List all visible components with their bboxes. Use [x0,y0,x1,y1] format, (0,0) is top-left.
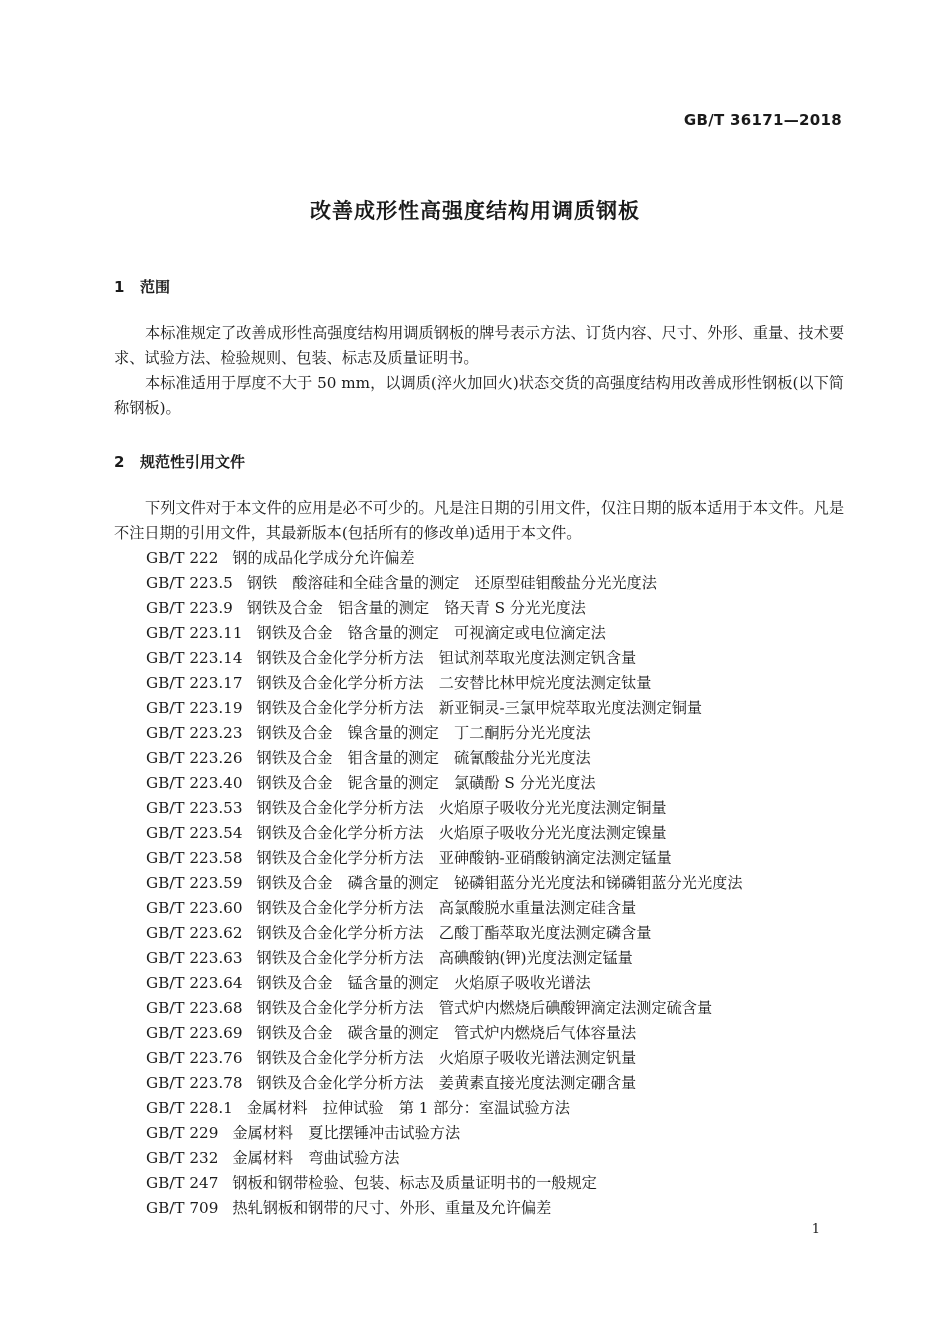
page-number: 1 [811,1222,820,1237]
reference-item [146,646,743,671]
reference-item [146,971,743,996]
reference-item [146,1196,743,1221]
reference-code: GB/T 223.11 [146,624,243,642]
section-number: 1 [114,278,125,296]
reference-code: GB/T 709 [146,1199,219,1217]
reference-item [146,771,743,796]
reference-title: 钢铁及合金化学分析方法 新亚铜灵-三氯甲烷萃取光度法测定铜量 [256,699,703,717]
reference-title: 钢铁及合金化学分析方法 姜黄素直接光度法测定硼含量 [256,1074,637,1092]
reference-title: 钢铁及合金 钼含量的测定 硫氰酸盐分光光度法 [256,749,591,767]
reference-item [146,571,743,596]
reference-item [146,546,743,571]
reference-item [146,1171,743,1196]
scope-paragraph-1: 本标准规定了改善成形性高强度结构用调质钢板的牌号表示方法、订货内容、尺寸、外形、重量、技术要求、试验方法、检验规则、包装、标志及质量证明书。 [114,324,844,367]
reference-code: GB/T 223.40 [146,774,243,792]
section-heading-normative-references [114,451,245,472]
reference-code: GB/T 223.19 [146,699,243,717]
reference-code: GB/T 247 [146,1174,219,1192]
reference-item [146,696,743,721]
reference-item [146,846,743,871]
reference-title: 钢铁及合金化学分析方法 亚砷酸钠-亚硝酸钠滴定法测定锰量 [256,849,672,867]
reference-code: GB/T 223.68 [146,999,243,1017]
reference-title: 钢的成品化学成分允许偏差 [232,549,415,567]
references-intro-paragraph: 下列文件对于本文件的应用是必不可少的。凡是注日期的引用文件，仅注日期的版本适用于本文件。凡是不注日期的引用文件，其最新版本(包括所有的修改单)适用于本文件。 [114,499,844,542]
reference-code: GB/T 223.14 [146,649,243,667]
reference-title: 钢铁及合金化学分析方法 管式炉内燃烧后碘酸钾滴定法测定硫含量 [256,999,713,1017]
reference-code: GB/T 223.60 [146,899,243,917]
reference-item [146,896,743,921]
reference-code: GB/T 229 [146,1124,219,1142]
reference-code: GB/T 223.78 [146,1074,243,1092]
reference-code: GB/T 223.54 [146,824,243,842]
reference-title: 钢铁及合金化学分析方法 火焰原子吸收光谱法测定钒量 [256,1049,637,1067]
reference-code: GB/T 223.26 [146,749,243,767]
reference-title: 钢铁及合金 碳含量的测定 管式炉内燃烧后气体容量法 [256,1024,637,1042]
reference-code: GB/T 223.17 [146,674,243,692]
reference-code: GB/T 223.59 [146,874,243,892]
reference-title: 热轧钢板和钢带的尺寸、外形、重量及允许偏差 [232,1199,552,1217]
reference-item [146,921,743,946]
reference-code: GB/T 223.23 [146,724,243,742]
reference-title: 金属材料 拉伸试验 第 1 部分：室温试验方法 [246,1099,570,1117]
document-title: 改善成形性高强度结构用调质钢板 [310,199,640,223]
reference-title: 钢铁及合金 磷含量的测定 铋磷钼蓝分光光度法和锑磷钼蓝分光光度法 [256,874,743,892]
reference-item [146,671,743,696]
reference-code: GB/T 232 [146,1149,219,1167]
reference-title: 钢铁及合金化学分析方法 火焰原子吸收分光光度法测定铜量 [256,799,667,817]
reference-item [146,996,743,1021]
reference-item [146,1121,743,1146]
reference-code: GB/T 223.69 [146,1024,243,1042]
reference-title: 钢铁及合金化学分析方法 高氯酸脱水重量法测定硅含量 [256,899,637,917]
standard-code: GB/T 36171—2018 [683,111,842,129]
reference-title: 钢铁及合金 铌含量的测定 氯磺酚 S 分光光度法 [256,774,596,792]
reference-item [146,596,743,621]
section-heading-scope [114,276,170,297]
reference-title: 钢铁及合金化学分析方法 火焰原子吸收分光光度法测定镍量 [256,824,667,842]
reference-title: 金属材料 夏比摆锤冲击试验方法 [232,1124,461,1142]
reference-item [146,821,743,846]
reference-title: 钢铁及合金化学分析方法 高碘酸钠(钾)光度法测定锰量 [256,949,633,967]
reference-item [146,721,743,746]
reference-item [146,1021,743,1046]
reference-list [146,546,743,1221]
reference-item [146,871,743,896]
reference-item [146,796,743,821]
reference-code: GB/T 223.76 [146,1049,243,1067]
reference-code: GB/T 228.1 [146,1099,233,1117]
reference-title: 钢铁 酸溶硅和全硅含量的测定 还原型硅钼酸盐分光光度法 [246,574,657,592]
reference-code: GB/T 223.9 [146,599,233,617]
reference-title: 钢铁及合金化学分析方法 钽试剂萃取光度法测定钒含量 [256,649,637,667]
scope-paragraph-2: 本标准适用于厚度不大于 50 mm，以调质(淬火加回火)状态交货的高强度结构用改善成形性钢板(以下简称钢板)。 [114,374,844,417]
reference-item [146,1146,743,1171]
reference-item [146,946,743,971]
reference-title: 金属材料 弯曲试验方法 [232,1149,400,1167]
reference-code: GB/T 223.64 [146,974,243,992]
reference-item [146,1046,743,1071]
reference-title: 钢铁及合金 锰含量的测定 火焰原子吸收光谱法 [256,974,591,992]
reference-code: GB/T 223.5 [146,574,233,592]
reference-code: GB/T 223.63 [146,949,243,967]
reference-item [146,1096,743,1121]
reference-code: GB/T 222 [146,549,219,567]
section-title: 规范性引用文件 [140,453,246,471]
section-number: 2 [114,453,125,471]
reference-title: 钢铁及合金 铬含量的测定 可视滴定或电位滴定法 [256,624,606,642]
reference-code: GB/T 223.53 [146,799,243,817]
reference-code: GB/T 223.62 [146,924,243,942]
reference-item [146,1071,743,1096]
reference-title: 钢铁及合金化学分析方法 乙酸丁酯萃取光度法测定磷含量 [256,924,652,942]
reference-item [146,746,743,771]
reference-item [146,621,743,646]
section-title: 范围 [140,278,171,296]
reference-title: 钢铁及合金 镍含量的测定 丁二酮肟分光光度法 [256,724,591,742]
reference-title: 钢铁及合金化学分析方法 二安替比林甲烷光度法测定钛量 [256,674,652,692]
reference-title: 钢板和钢带检验、包装、标志及质量证明书的一般规定 [232,1174,597,1192]
reference-title: 钢铁及合金 铝含量的测定 铬天青 S 分光光度法 [246,599,586,617]
reference-code: GB/T 223.58 [146,849,243,867]
